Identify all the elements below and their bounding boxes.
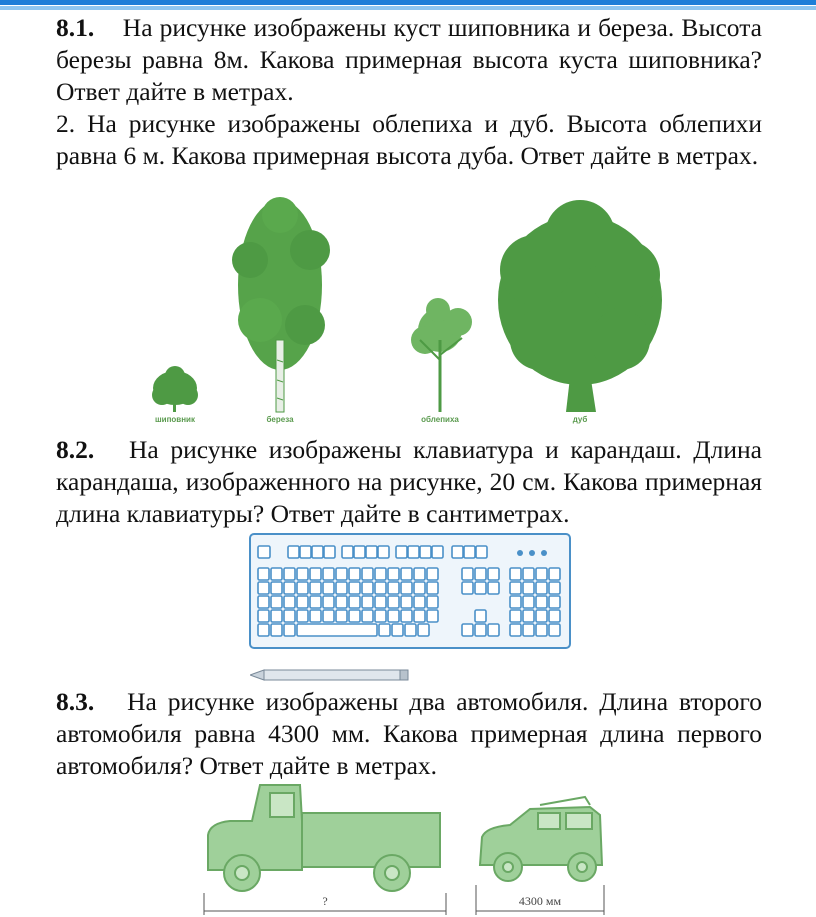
- sea-buckthorn-tree-image: [411, 298, 472, 412]
- keyboard-key: [336, 610, 347, 622]
- keyboard-key: [549, 596, 560, 608]
- keyboard-key: [323, 596, 334, 608]
- keyboard-key: [549, 582, 560, 594]
- keyboard-key: [536, 610, 547, 622]
- trees-illustration: [140, 190, 680, 430]
- task-8-2-number: 8.2.: [56, 435, 95, 464]
- keyboard-key: [510, 596, 521, 608]
- keyboard-key: [362, 582, 373, 594]
- keyboard-key: [523, 596, 534, 608]
- keyboard-key: [536, 568, 547, 580]
- cars-illustration: [190, 775, 630, 917]
- task-8-1-body: На рисунке изображены куст шиповника и береза. Высота березы равна 8м. Какова примерная высота куста шиповника? Ответ дайте в метрах.: [56, 13, 762, 106]
- keyboard-key: [536, 582, 547, 594]
- oak-tree-image: [498, 200, 662, 412]
- keyboard-key: [323, 610, 334, 622]
- keyboard-key: [258, 568, 269, 580]
- keyboard-key: [379, 624, 390, 636]
- keyboard-key: [510, 582, 521, 594]
- keyboard-key: [336, 582, 347, 594]
- keyboard-key: [288, 546, 299, 558]
- keyboard-key: [271, 568, 282, 580]
- keyboard-key: [392, 624, 403, 636]
- keyboard-key: [310, 610, 321, 622]
- rosehip-bush-image: [152, 366, 198, 412]
- keyboard-key: [388, 610, 399, 622]
- label-sea-buckthorn: облепиха: [421, 415, 459, 424]
- keyboard-key: [475, 582, 486, 594]
- keyboard-key: [414, 568, 425, 580]
- keyboard-key: [414, 610, 425, 622]
- keyboard-key: [375, 596, 386, 608]
- keyboard-key: [349, 582, 360, 594]
- keyboard-key: [310, 596, 321, 608]
- keyboard-key: [536, 624, 547, 636]
- keyboard-key: [452, 546, 463, 558]
- keyboard-key: [475, 610, 486, 622]
- task-8-1-part2-body: На рисунке изображены облепиха и дуб. Высота облепихи равна 6 м. Какова примерная высота дуба. Ответ дайте в метрах.: [56, 109, 762, 170]
- keyboard-key: [378, 546, 389, 558]
- keyboard-key: [362, 596, 373, 608]
- keyboard-key: [427, 582, 438, 594]
- top-accent-bar: [0, 0, 816, 12]
- task-8-1-part2-number: 2.: [56, 109, 76, 138]
- keyboard-key: [523, 568, 534, 580]
- keyboard-illustration: [248, 532, 574, 652]
- keyboard-key: [510, 568, 521, 580]
- keyboard-key: [414, 596, 425, 608]
- keyboard-key: [401, 568, 412, 580]
- keyboard-key: [297, 582, 308, 594]
- keyboard-key: [258, 582, 269, 594]
- keyboard-key: [462, 624, 473, 636]
- pencil-illustration: [250, 668, 410, 682]
- keyboard-key: [310, 582, 321, 594]
- keyboard-key: [396, 546, 407, 558]
- keyboard-key: [523, 610, 534, 622]
- keyboard-key: [297, 624, 377, 636]
- keyboard-key: [432, 546, 443, 558]
- keyboard-key: [475, 624, 486, 636]
- keyboard-key: [271, 610, 282, 622]
- task-8-1-number: 8.1.: [56, 13, 95, 42]
- keyboard-key: [427, 596, 438, 608]
- task-8-2-body: На рисунке изображены клавиатура и карандаш. Длина карандаша, изображенного на рисунке, 20 см. Какова примерная длина клавиатуры? Ответ дайте в сантиметрах.: [56, 435, 762, 528]
- keyboard-key: [388, 568, 399, 580]
- keyboard-key: [523, 624, 534, 636]
- task-8-3-text: [56, 686, 762, 782]
- truck-image: [208, 785, 440, 891]
- task-8-1-text: [56, 12, 762, 108]
- task-8-1-part2-text: [56, 108, 762, 172]
- keyboard-key: [336, 596, 347, 608]
- keyboard-key: [297, 596, 308, 608]
- keyboard-key: [401, 582, 412, 594]
- keyboard-key: [401, 596, 412, 608]
- keyboard-key: [401, 610, 412, 622]
- keyboard-key: [284, 582, 295, 594]
- keyboard-key: [284, 624, 295, 636]
- keyboard-key: [388, 596, 399, 608]
- keyboard-key: [375, 582, 386, 594]
- keyboard-key: [427, 610, 438, 622]
- task-8-3-number: 8.3.: [56, 687, 95, 716]
- label-birch: береза: [266, 415, 294, 424]
- keyboard-key: [336, 568, 347, 580]
- keyboard-key: [258, 546, 270, 558]
- jeep-length-label: 4300 мм: [518, 894, 562, 908]
- keyboard-key: [297, 610, 308, 622]
- keyboard-key: [284, 610, 295, 622]
- keyboard-key: [342, 546, 353, 558]
- keyboard-key: [284, 596, 295, 608]
- keyboard-key: [284, 568, 295, 580]
- keyboard-key: [323, 568, 334, 580]
- keyboard-key: [549, 568, 560, 580]
- keyboard-key: [354, 546, 365, 558]
- keyboard-key: [488, 624, 499, 636]
- keyboard-key: [271, 596, 282, 608]
- keyboard-key: [324, 546, 335, 558]
- keyboard-key: [297, 568, 308, 580]
- keyboard-key: [310, 568, 321, 580]
- keyboard-key: [523, 582, 534, 594]
- keyboard-key: [271, 624, 282, 636]
- keyboard-key: [349, 596, 360, 608]
- keyboard-key: [418, 624, 429, 636]
- truck-length-label: ?: [322, 894, 328, 908]
- keyboard-key: [349, 568, 360, 580]
- keyboard-key: [462, 568, 473, 580]
- keyboard-key: [488, 582, 499, 594]
- keyboard-key: [258, 624, 269, 636]
- keyboard-key: [271, 582, 282, 594]
- jeep-image: [480, 797, 602, 881]
- keyboard-key: [258, 610, 269, 622]
- keyboard-key: [420, 546, 431, 558]
- keyboard-key: [462, 582, 473, 594]
- keyboard-key: [375, 610, 386, 622]
- keyboard-key: [362, 568, 373, 580]
- task-8-2-text: [56, 434, 762, 530]
- keyboard-key: [323, 582, 334, 594]
- keyboard-key: [510, 624, 521, 636]
- keyboard-key: [349, 610, 360, 622]
- keyboard-key: [408, 546, 419, 558]
- keyboard-key: [427, 568, 438, 580]
- birch-tree-image: [232, 197, 330, 412]
- keyboard-key: [414, 582, 425, 594]
- keyboard-key: [375, 568, 386, 580]
- keyboard-key: [312, 546, 323, 558]
- label-rosehip: шиповник: [155, 415, 195, 424]
- keyboard-key: [549, 610, 560, 622]
- keyboard-key: [475, 568, 486, 580]
- keyboard-key: [388, 582, 399, 594]
- keyboard-key: [488, 568, 499, 580]
- keyboard-key: [536, 596, 547, 608]
- keyboard-key: [366, 546, 377, 558]
- keyboard-key: [464, 546, 475, 558]
- label-oak: дуб: [572, 415, 588, 424]
- keyboard-key: [549, 624, 560, 636]
- keyboard-key: [476, 546, 487, 558]
- keyboard-key: [510, 610, 521, 622]
- task-8-3-body: На рисунке изображены два автомобиля. Длина второго автомобиля равна 4300 мм. Какова примерная длина первого автомобиля? Ответ дайте в метрах.: [56, 687, 762, 780]
- keyboard-key: [362, 610, 373, 622]
- keyboard-key: [258, 596, 269, 608]
- keyboard-key: [405, 624, 416, 636]
- keyboard-key: [300, 546, 311, 558]
